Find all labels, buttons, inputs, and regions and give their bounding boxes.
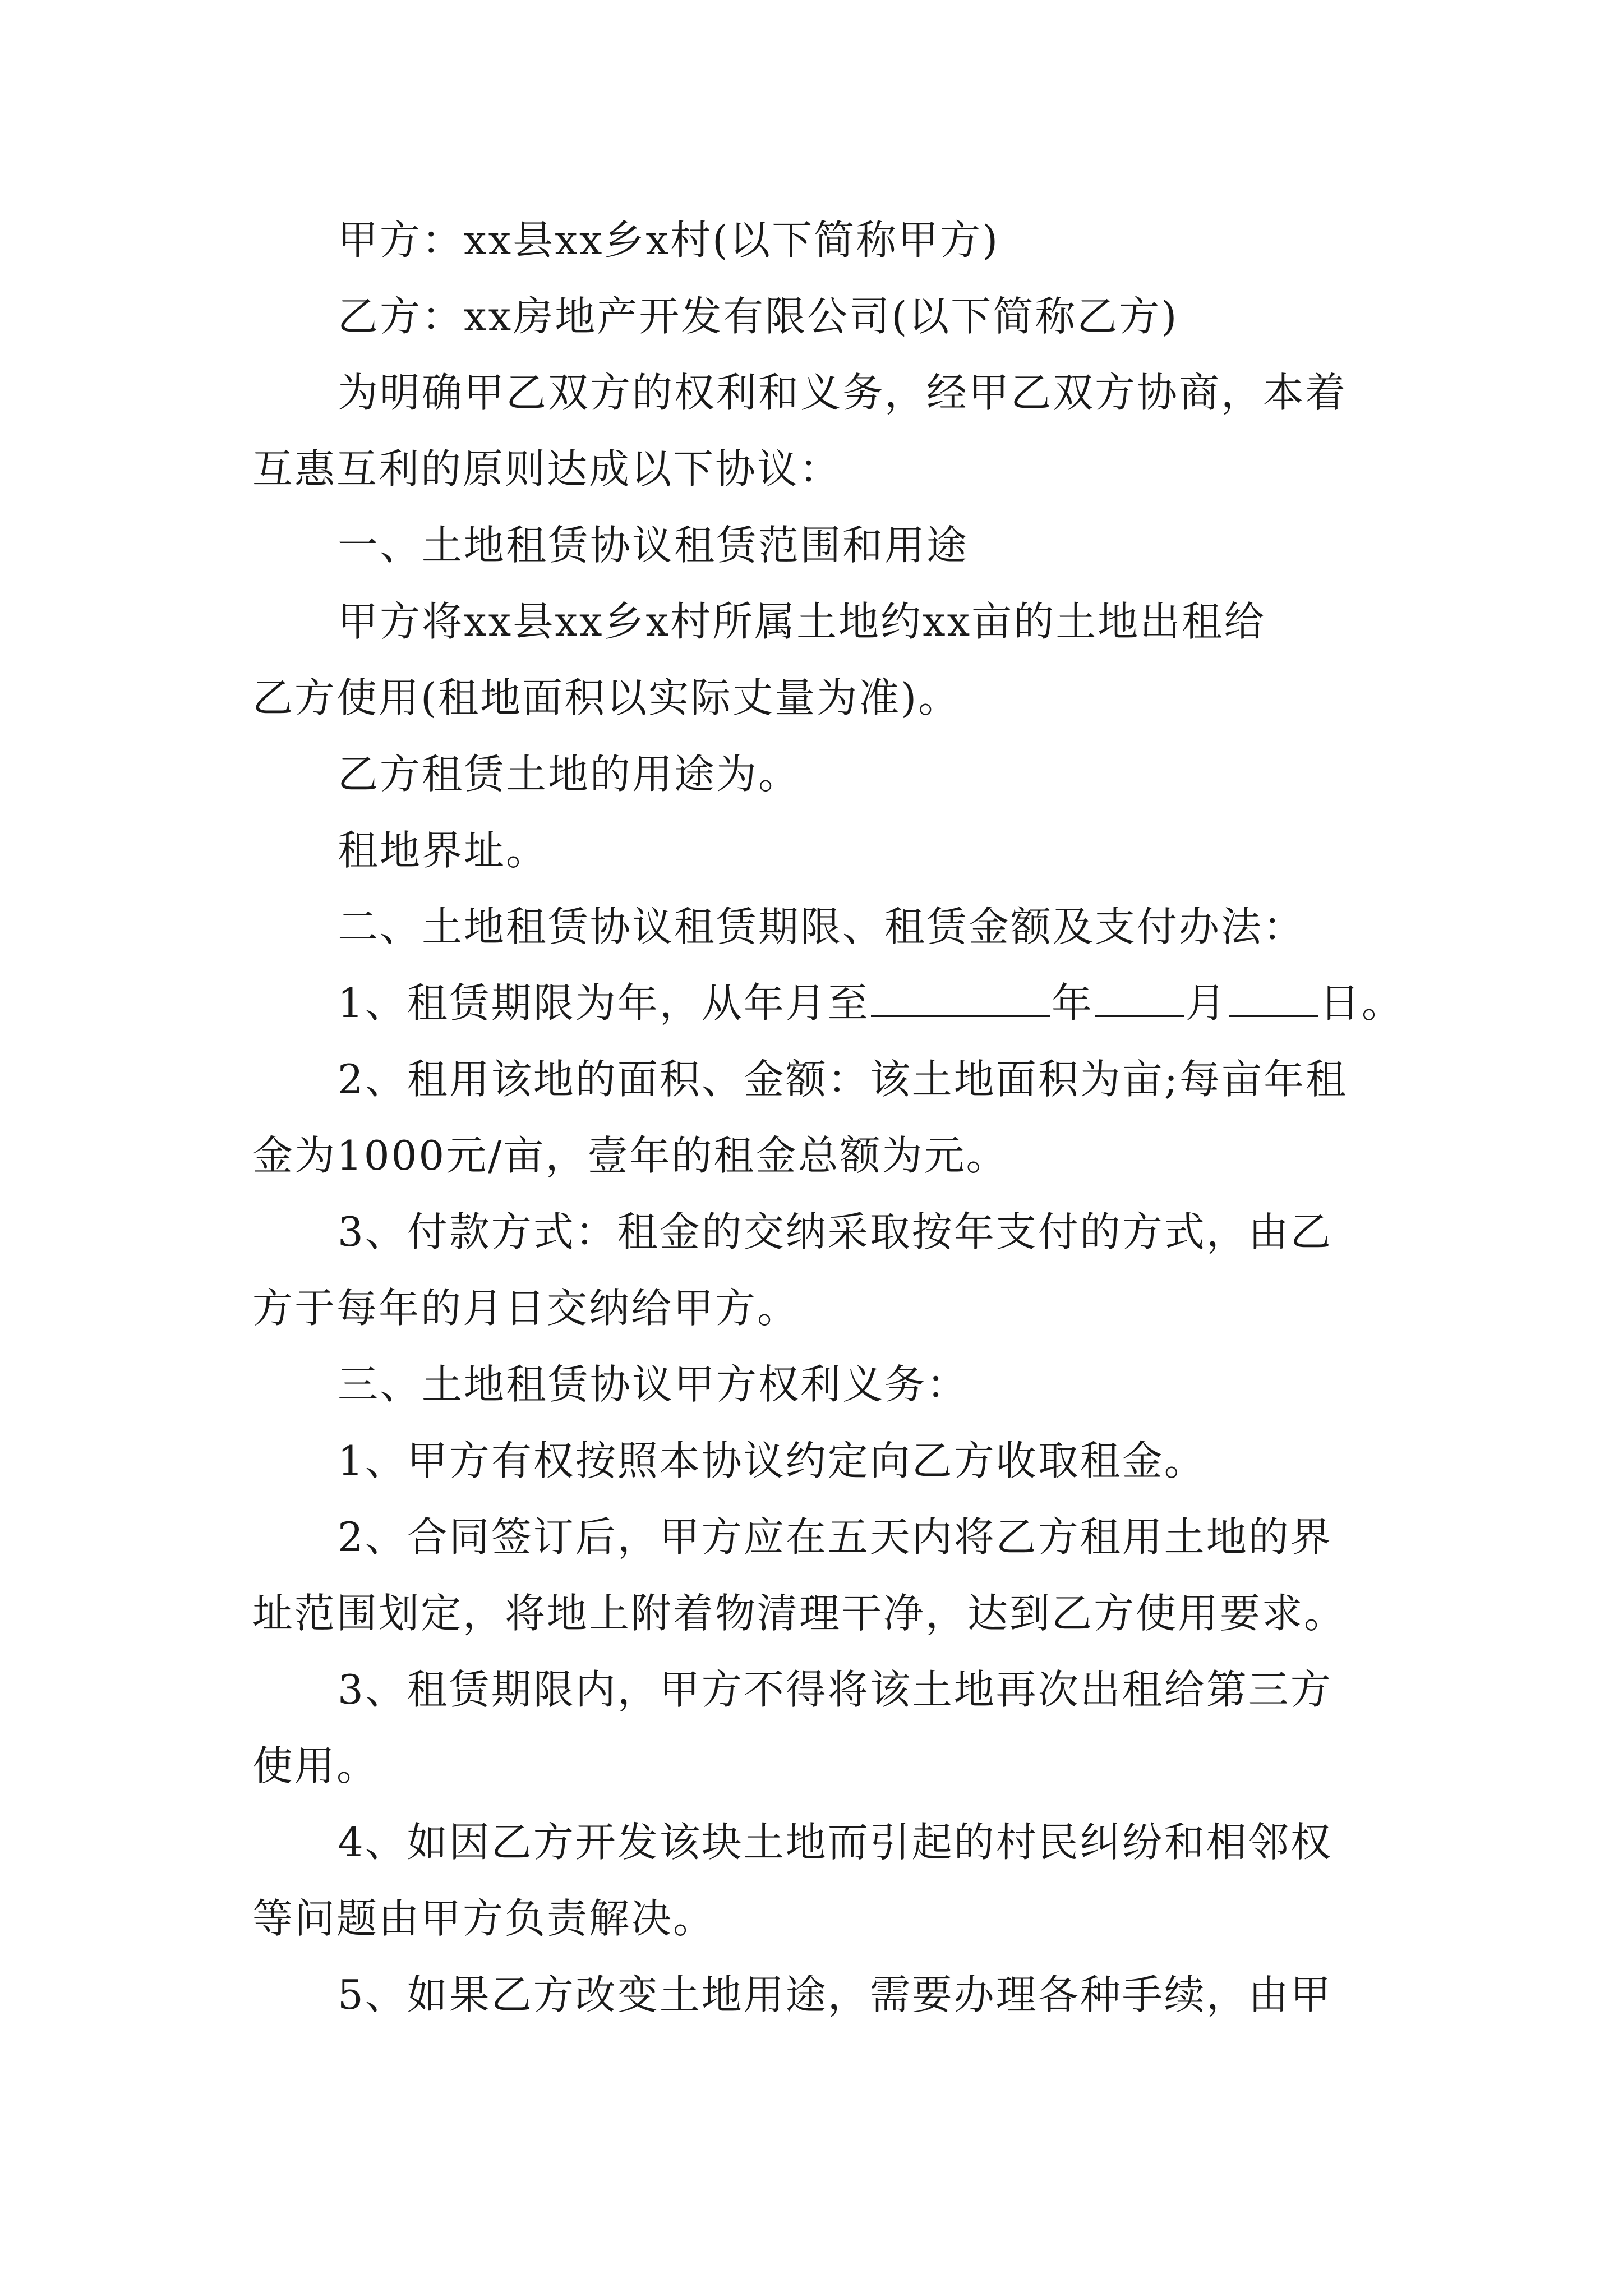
- section-1-para-1-line-2: 乙方使用(租地面积以实际丈量为准)。: [252, 674, 961, 721]
- section-3-item-4-line-2: 等问题由甲方负责解决。: [252, 1895, 716, 1942]
- party-b-line: 乙方：xx房地产开发有限公司(以下简称乙方): [338, 293, 1179, 340]
- section-2-item-3-line-2: 方于每年的月日交纳给甲方。: [252, 1285, 800, 1332]
- section-2-title: 二、土地租赁协议租赁期限、租赁金额及支付办法：: [338, 903, 1306, 950]
- month-blank: [1095, 976, 1184, 1017]
- day-blank: [1229, 976, 1318, 1017]
- section-1-para-3: 租地界址。: [338, 827, 548, 874]
- section-2-item-3-line-1: 3、付款方式：租金的交纳采取按年支付的方式，由乙: [338, 1208, 1332, 1255]
- section-3-item-5-line-1: 5、如果乙方改变土地用途，需要办理各种手续，由甲: [338, 1971, 1332, 2018]
- party-a-line: 甲方：xx县xx乡x村(以下简称甲方): [338, 217, 1000, 264]
- section-1-para-1-line-1: 甲方将xx县xx乡x村所属土地约xx亩的土地出租给: [338, 598, 1266, 645]
- section-2-item-1: [338, 975, 1404, 1031]
- day-label: 日。: [1319, 979, 1404, 1027]
- year-blank: [871, 976, 1050, 1017]
- section-1-para-2: 乙方租赁土地的用途为。: [338, 751, 801, 798]
- section-3-item-2-line-1: 2、合同签订后，甲方应在五天内将乙方租用土地的界: [338, 1513, 1332, 1561]
- lease-term-text: 1、租赁期限为年，从年月至: [338, 979, 870, 1027]
- section-3-item-3-line-1: 3、租赁期限内，甲方不得将该土地再次出租给第三方: [338, 1666, 1332, 1713]
- intro-line-2: 互惠互利的原则达成以下协议：: [252, 445, 842, 493]
- section-3-item-3-line-2: 使用。: [252, 1742, 379, 1789]
- section-2-item-2-line-1: 2、租用该地的面积、金额：该土地面积为亩;每亩年租: [338, 1056, 1348, 1103]
- section-3-item-1: 1、甲方有权按照本协议约定向乙方收取租金。: [338, 1437, 1206, 1484]
- section-3-item-4-line-1: 4、如因乙方开发该块土地而引起的村民纠纷和相邻权: [338, 1819, 1332, 1866]
- section-3-item-2-line-2: 址范围划定，将地上附着物清理干净，达到乙方使用要求。: [252, 1590, 1347, 1637]
- section-1-title: 一、土地租赁协议租赁范围和用途: [338, 522, 969, 569]
- year-label: 年: [1051, 979, 1094, 1027]
- intro-line-1: 为明确甲乙双方的权利和义务，经甲乙双方协商，本着: [338, 369, 1348, 416]
- month-label: 月: [1185, 979, 1228, 1027]
- section-3-title: 三、土地租赁协议甲方权利义务：: [338, 1361, 969, 1408]
- section-2-item-2-line-2: 金为1000元/亩，壹年的租金总额为元。: [252, 1132, 1008, 1179]
